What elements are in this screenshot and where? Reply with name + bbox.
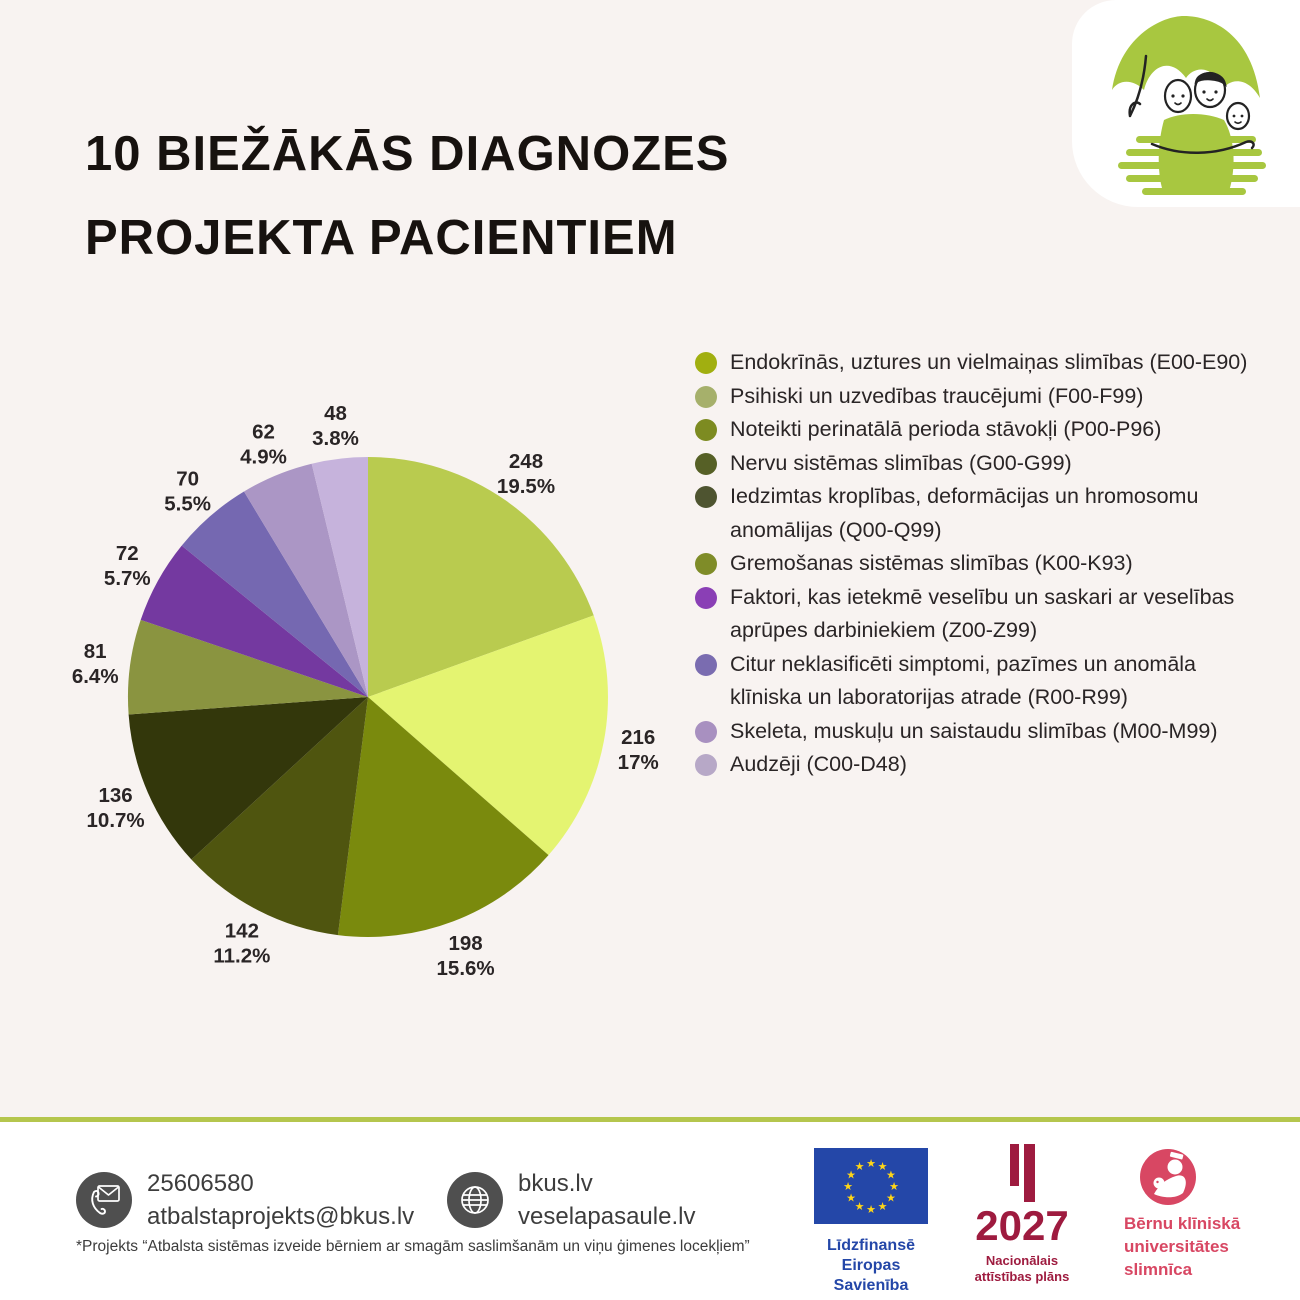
family-under-umbrella-illustration bbox=[1090, 8, 1286, 200]
legend-color-dot bbox=[695, 721, 717, 743]
ndp-year: 2027 bbox=[975, 1202, 1069, 1249]
website-primary: bkus.lv bbox=[518, 1170, 593, 1197]
contact-web bbox=[447, 1167, 695, 1233]
pie-slice-label: 81 6.4% bbox=[71, 640, 119, 689]
pie-slice-label: 72 5.7% bbox=[103, 542, 151, 590]
legend-color-dot bbox=[695, 553, 717, 575]
eu-star-icon: ★ bbox=[854, 1161, 865, 1174]
footer bbox=[0, 1122, 1300, 1300]
national-development-plan-logo bbox=[960, 1144, 1084, 1285]
legend-color-dot bbox=[695, 386, 717, 408]
legend-color-dot bbox=[695, 754, 717, 776]
legend-item bbox=[695, 648, 1253, 715]
eu-star-icon: ★ bbox=[885, 1169, 896, 1182]
page-title-line2: PROJEKTA PACIENTIEM bbox=[85, 211, 678, 265]
ndp-caption-line1: Nacionālais bbox=[985, 1253, 1059, 1268]
eu-star-icon: ★ bbox=[866, 1158, 876, 1170]
legend-item bbox=[695, 581, 1253, 648]
eu-star-icon: ★ bbox=[854, 1200, 865, 1213]
legend-color-dot bbox=[695, 419, 717, 441]
eu-star-icon: ★ bbox=[885, 1192, 896, 1205]
legend-label: Iedzimtas kroplības, deformācijas un hromosomu anomālijas (Q00-Q99) bbox=[730, 484, 1199, 542]
legend-label: Gremošanas sistēmas slimības (K00-K93) bbox=[730, 551, 1133, 575]
eu-star-icon: ★ bbox=[877, 1200, 888, 1213]
page-title-line1: 10 BIEŽĀKĀS DIAGNOZES bbox=[85, 127, 730, 181]
legend-item bbox=[695, 748, 1253, 782]
legend-label: Endokrīnās, uztures un vielmaiņas slimības (E00-E90) bbox=[730, 350, 1248, 374]
logo-card bbox=[1072, 0, 1300, 207]
page-title bbox=[85, 112, 729, 280]
legend-item bbox=[695, 480, 1253, 547]
globe-icon bbox=[447, 1172, 503, 1228]
eu-cofunding-logo bbox=[812, 1148, 930, 1296]
pie-slice-label: 142 11.2% bbox=[213, 919, 271, 968]
legend-label: Citur neklasificēti simptomi, pazīmes un anomāla klīniska un laboratorijas atrade (R00-R99) bbox=[730, 651, 1197, 709]
legend-label: Noteikti perinatālā perioda stāvokļi (P00-P96) bbox=[730, 417, 1162, 441]
eu-star-icon: ★ bbox=[866, 1204, 876, 1216]
pie-slice-label: 198 15.6% bbox=[436, 932, 495, 981]
ndp-bars-icon bbox=[960, 1144, 1084, 1202]
pie-slice-label: 62 4.9% bbox=[240, 420, 287, 469]
phone-number: 25606580 bbox=[147, 1170, 254, 1197]
eu-star-icon: ★ bbox=[843, 1181, 853, 1193]
mother-child-icon bbox=[1139, 1148, 1197, 1206]
email-address: atbalstaprojekts@bkus.lv bbox=[147, 1203, 415, 1230]
legend-color-dot bbox=[695, 486, 717, 508]
legend-item bbox=[695, 380, 1253, 414]
legend-label: Nervu sistēmas slimības (G00-G99) bbox=[730, 450, 1072, 475]
bkus-name-line3: slimnīca bbox=[1124, 1260, 1193, 1279]
eu-flag-icon bbox=[814, 1148, 928, 1224]
bkus-name-line2: universitātes bbox=[1124, 1237, 1229, 1256]
legend-label: Faktori, kas ietekmē veselību un saskari ar veselības aprūpes darbiniekiem (Z00-Z99) bbox=[730, 584, 1235, 642]
bkus-name-line1: Bērnu klīniskā bbox=[1124, 1214, 1241, 1233]
pie-slice-label: 70 5.5% bbox=[164, 467, 211, 516]
legend-label: Audzēji (C00-D48) bbox=[730, 752, 907, 776]
legend-item bbox=[695, 547, 1253, 581]
eu-caption-line2: Eiropas Savienība bbox=[833, 1257, 909, 1294]
eu-star-icon: ★ bbox=[889, 1181, 899, 1193]
legend-label: Psihiski un uzvedības traucējumi (F00-F99) bbox=[730, 383, 1144, 408]
legend-item bbox=[695, 715, 1253, 749]
project-footnote: *Projekts “Atbalsta sistēmas izveide bērniem ar smagām saslimšanām un viņu ģimenes locekļiem” bbox=[76, 1238, 750, 1255]
legend-item bbox=[695, 346, 1253, 380]
legend-label: Skeleta, muskuļu un saistaudu slimības (M00-M99) bbox=[730, 718, 1218, 743]
legend-color-dot bbox=[695, 352, 717, 374]
legend-color-dot bbox=[695, 587, 717, 609]
pie-slice-label: 216 17% bbox=[617, 725, 659, 774]
legend-color-dot bbox=[695, 453, 717, 475]
pie-slice-label: 136 10.7% bbox=[86, 784, 145, 833]
contact-phone-email bbox=[76, 1167, 414, 1233]
eu-star-icon: ★ bbox=[877, 1161, 888, 1174]
eu-caption-line1: Līdzfinansē bbox=[826, 1237, 915, 1254]
legend-item bbox=[695, 447, 1253, 481]
chart-legend bbox=[695, 346, 1253, 782]
childrens-hospital-logo bbox=[1124, 1148, 1264, 1281]
phone-mail-icon bbox=[76, 1172, 132, 1228]
website-secondary: veselapasaule.lv bbox=[518, 1203, 696, 1230]
ndp-caption-line2: attīstības plāns bbox=[974, 1269, 1070, 1284]
legend-color-dot bbox=[695, 654, 717, 676]
pie-chart bbox=[8, 382, 728, 1037]
eu-star-icon: ★ bbox=[846, 1192, 857, 1205]
eu-star-icon: ★ bbox=[846, 1169, 857, 1182]
pie-slice-label: 48 3.8% bbox=[312, 401, 359, 450]
legend-item bbox=[695, 413, 1253, 447]
pie-slice-label: 248 19.5% bbox=[496, 449, 556, 498]
